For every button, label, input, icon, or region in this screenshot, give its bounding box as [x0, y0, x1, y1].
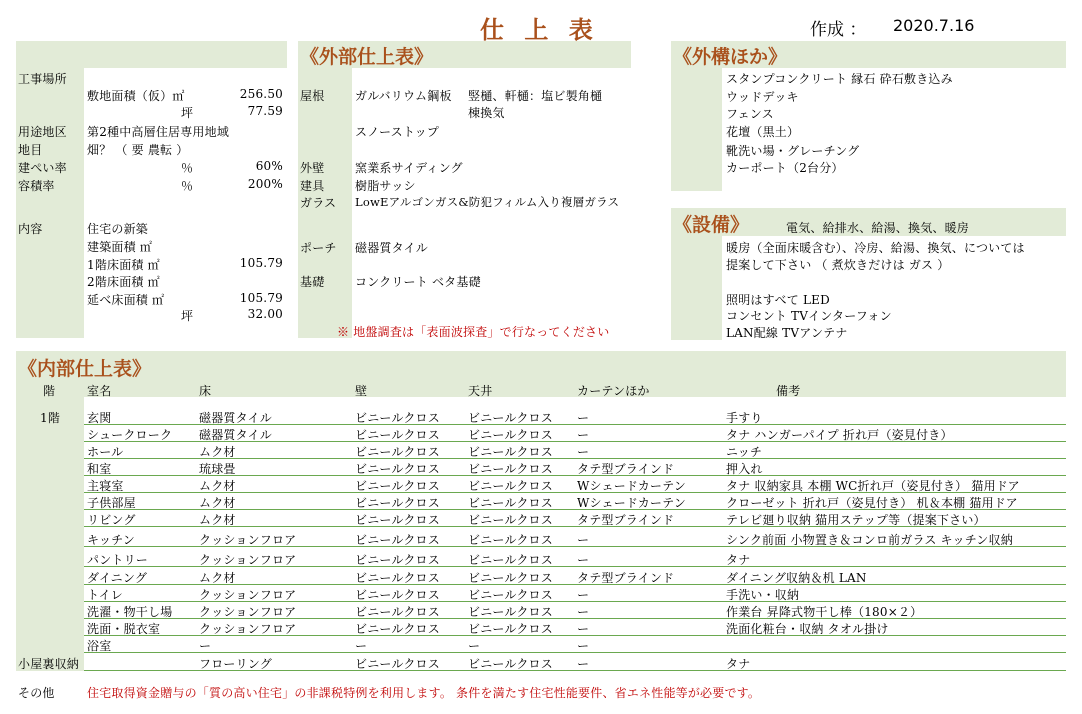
tenjo-cell: ビニールクロス	[468, 496, 553, 510]
gaiko-item: スタンプコンクリート 縁石 砕石敷き込み	[726, 72, 953, 86]
room-cell: 洗濯・物干し場	[87, 605, 173, 619]
curtain-cell: ー	[577, 622, 590, 636]
kiso-label: 基礎	[300, 275, 325, 289]
tenjo-cell: ビニールクロス	[468, 588, 553, 602]
kiso-value: コンクリート ベタ基礎	[355, 275, 481, 289]
yuka-cell: クッションフロア	[199, 588, 297, 602]
exterior-heading: 《外部仕上表》	[300, 46, 434, 68]
tenjo-cell: ビニールクロス	[468, 428, 553, 442]
tenjo-cell: ビニールクロス	[468, 445, 553, 459]
yuka-cell: ムク材	[199, 496, 236, 510]
row-divider	[84, 652, 1066, 653]
glass-label: ガラス	[300, 196, 337, 210]
room-cell: ホール	[87, 445, 124, 459]
yuka-cell: ムク材	[199, 479, 236, 493]
curtain-cell: ー	[577, 639, 590, 653]
site-header-band	[16, 41, 287, 68]
setsubi-line: 照明はすべて LED	[726, 293, 830, 307]
yane-label: 屋根	[300, 89, 325, 103]
biko-cell: 手洗い・収納	[726, 588, 800, 602]
col-header-biko: 備考	[776, 384, 801, 398]
snow-stop: スノーストップ	[355, 125, 440, 139]
interior-heading: 《内部仕上表》	[18, 358, 152, 380]
porch-label: ポーチ	[300, 241, 337, 255]
created-label: 作成 ：	[810, 20, 867, 40]
biko-cell: テレビ廻り収納 猫用ステップ等（提案下さい）	[726, 513, 986, 527]
tenjo-cell: ビニールクロス	[468, 533, 553, 547]
room-cell: パントリー	[87, 553, 149, 567]
biko-cell: シンク前面 小物置き＆コンロ前ガラス キッチン収納	[726, 533, 1013, 547]
gaiheki-value: 窯業系サイディング	[355, 161, 463, 175]
kenpei-value: 60%	[255, 159, 283, 173]
tenjo-cell: ビニールクロス	[468, 571, 553, 585]
glass-value: LowEアルゴンガス&防犯フィルム入り複層ガラス	[355, 195, 620, 209]
tenjo-cell: ビニールクロス	[468, 657, 553, 671]
kabe-cell: ビニールクロス	[355, 428, 440, 442]
biko-cell: 手すり	[726, 411, 763, 425]
porch-value: 磁器質タイル	[355, 241, 428, 255]
curtain-cell: ー	[577, 657, 590, 671]
yoseki-pct: ％	[181, 179, 194, 193]
curtain-cell: ー	[577, 533, 590, 547]
kabe-cell: ビニールクロス	[355, 588, 440, 602]
chimoku-label: 地目	[18, 143, 43, 157]
naiyo-label: 内容	[18, 222, 43, 236]
curtain-cell: タテ型ブラインド	[577, 513, 675, 527]
yane-value: ガルバリウム鋼板	[355, 89, 452, 103]
gaiko-heading: 《外構ほか》	[673, 46, 788, 68]
page-title: 仕 上 表	[480, 16, 599, 44]
room-cell: シュークローク	[87, 428, 173, 442]
created-date: 2020.7.16	[893, 16, 975, 35]
setsubi-heading: 《設備》	[673, 214, 750, 236]
kabe-cell: ビニールクロス	[355, 513, 440, 527]
curtain-cell: ー	[577, 445, 590, 459]
nobe-value: 105.79	[239, 291, 283, 305]
curtain-cell: タテ型ブラインド	[577, 462, 675, 476]
tenjo-cell: ビニールクロス	[468, 605, 553, 619]
curtain-cell: ー	[577, 605, 590, 619]
yuka-cell: クッションフロア	[199, 553, 297, 567]
naiyo-value: 住宅の新築	[87, 222, 149, 236]
setsubi-line: LAN配線 TVアンテナ	[726, 326, 848, 340]
yuka-cell: ムク材	[199, 513, 236, 527]
floor1-value: 105.79	[239, 256, 283, 270]
room-cell: リビング	[87, 513, 136, 527]
yuka-cell: 磁器質タイル	[199, 411, 272, 425]
yane-extra2: 棟換気	[468, 106, 505, 120]
tategu-value: 樹脂サッシ	[355, 179, 416, 193]
interior-header-band	[16, 351, 1066, 397]
youto-label: 用途地区	[18, 125, 67, 139]
room-cell: トイレ	[87, 588, 124, 602]
kabe-cell: ビニールクロス	[355, 533, 440, 547]
gaiheki-label: 外壁	[300, 161, 325, 175]
floor1-label: 1階床面積 ㎡	[87, 258, 160, 272]
interior-floor-column	[16, 397, 84, 671]
tenjo-cell: ー	[468, 639, 481, 653]
area-label: 敷地面積（仮）㎡	[87, 89, 185, 103]
curtain-cell: Wシェードカーテン	[577, 479, 686, 493]
nobe-tsubo-value: 32.00	[247, 307, 283, 321]
biko-cell: タナ	[726, 657, 751, 671]
biko-cell: 押入れ	[726, 462, 763, 476]
setsubi-label-column	[671, 236, 722, 340]
kabe-cell: ビニールクロス	[355, 657, 440, 671]
yuka-cell: ー	[199, 639, 212, 653]
room-cell: 玄関	[87, 411, 112, 425]
floor-cell: 小屋裏収納	[18, 657, 80, 671]
kabe-cell: ビニールクロス	[355, 605, 440, 619]
chimoku-value: 畑？ （ 要 農転 ）	[87, 143, 189, 157]
col-header-kabe: 壁	[355, 384, 368, 398]
jiban-note: ※ 地盤調査は「表面波探査」で行なってください	[337, 325, 610, 339]
room-cell: 主寝室	[87, 479, 124, 493]
curtain-cell: ー	[577, 588, 590, 602]
setsubi-line: コンセント TVインターフォン	[726, 309, 892, 323]
room-cell: 子供部屋	[87, 496, 136, 510]
biko-cell: タナ ハンガーパイプ 折れ戸（姿見付き）	[726, 428, 953, 442]
tenjo-cell: ビニールクロス	[468, 553, 553, 567]
col-header-floor: 階	[43, 384, 56, 398]
curtain-cell: ー	[577, 428, 590, 442]
setsubi-line: 暖房（全面床暖含む）、冷房、給湯、換気、については	[726, 241, 1025, 255]
gaiko-item: 靴洗い場・グレーチング	[726, 144, 860, 158]
col-header-room: 室名	[87, 384, 112, 398]
yuka-cell: フローリング	[199, 657, 272, 671]
gaiko-item: ウッドデッキ	[726, 90, 799, 104]
yuka-cell: 磁器質タイル	[199, 428, 272, 442]
col-header-curtain: カーテンほか	[577, 384, 650, 398]
curtain-cell: タテ型ブラインド	[577, 571, 675, 585]
koji-label: 工事場所	[18, 72, 67, 86]
kenchiku-label: 建築面積 ㎡	[87, 240, 153, 254]
area-tsubo: 77.59	[247, 104, 283, 118]
yuka-cell: ムク材	[199, 571, 236, 585]
yuka-cell: 琉球畳	[199, 462, 236, 476]
nobe-label: 延べ床面積 ㎡	[87, 293, 165, 307]
footer-label: その他	[18, 686, 55, 700]
col-header-tenjo: 天井	[468, 384, 493, 398]
setsubi-line: 提案して下さい （ 煮炊きだけは ガス ）	[726, 258, 950, 272]
youto-value: 第2種中高層住居専用地域	[87, 125, 230, 139]
yuka-cell: クッションフロア	[199, 622, 297, 636]
kabe-cell: ビニールクロス	[355, 622, 440, 636]
room-cell: 和室	[87, 462, 112, 476]
tenjo-cell: ビニールクロス	[468, 411, 553, 425]
site-label-column	[16, 68, 84, 338]
footer-text: 住宅取得資金贈与の「質の高い住宅」の非課税特例を利用します。 条件を満たす住宅性能要件、省エネ性能等が必要です。	[87, 686, 761, 700]
kabe-cell: ビニールクロス	[355, 462, 440, 476]
gaiko-label-column	[671, 68, 722, 191]
tenjo-cell: ビニールクロス	[468, 479, 553, 493]
yoseki-label: 容積率	[18, 179, 55, 193]
floor2-label: 2階床面積 ㎡	[87, 275, 160, 289]
nobe-tsubo-label: 坪	[181, 309, 194, 323]
gaiko-item: フェンス	[726, 107, 774, 121]
kabe-cell: ビニールクロス	[355, 496, 440, 510]
kabe-cell: ビニールクロス	[355, 553, 440, 567]
col-header-yuka: 床	[199, 384, 212, 398]
kabe-cell: ー	[355, 639, 368, 653]
yoseki-value: 200%	[247, 177, 283, 191]
tenjo-cell: ビニールクロス	[468, 622, 553, 636]
kabe-cell: ビニールクロス	[355, 571, 440, 585]
yuka-cell: クッションフロア	[199, 533, 297, 547]
yuka-cell: ムク材	[199, 445, 236, 459]
kabe-cell: ビニールクロス	[355, 445, 440, 459]
biko-cell: タナ 収納家具 本棚 WC折れ戸（姿見付き） 猫用ドア	[726, 479, 1020, 493]
yuka-cell: クッションフロア	[199, 605, 297, 619]
tenjo-cell: ビニールクロス	[468, 513, 553, 527]
biko-cell: タナ	[726, 553, 751, 567]
setsubi-summary: 電気、給排水、給湯、換気、暖房	[786, 221, 970, 235]
gaiko-item: 花壇（黒土）	[726, 125, 800, 139]
biko-cell: 洗面化粧台・収納 タオル掛け	[726, 622, 889, 636]
gaiko-item: カーポート（2台分）	[726, 161, 844, 175]
curtain-cell: Wシェードカーテン	[577, 496, 686, 510]
room-cell: ダイニング	[87, 571, 148, 585]
yane-extra1: 竪樋、軒樋：塩ビ製角樋	[468, 89, 603, 103]
floor-cell: 1階	[40, 411, 61, 425]
biko-cell: ダイニング収納＆机 LAN	[726, 571, 867, 585]
area-m2: 256.50	[239, 87, 283, 101]
biko-cell: 作業台 昇降式物干し棒（180×２）	[726, 605, 923, 619]
curtain-cell: ー	[577, 553, 590, 567]
tsubo-label: 坪	[181, 106, 194, 120]
biko-cell: クローゼット 折れ戸（姿見付き） 机＆本棚 猫用ドア	[726, 496, 1018, 510]
tenjo-cell: ビニールクロス	[468, 462, 553, 476]
kabe-cell: ビニールクロス	[355, 479, 440, 493]
kabe-cell: ビニールクロス	[355, 411, 440, 425]
curtain-cell: ー	[577, 411, 590, 425]
tategu-label: 建具	[300, 179, 325, 193]
kenpei-label: 建ぺい率	[18, 161, 67, 175]
room-cell: 浴室	[87, 639, 112, 653]
kenpei-pct: ％	[181, 161, 194, 175]
biko-cell: ニッチ	[726, 445, 763, 459]
room-cell: 洗面・脱衣室	[87, 622, 161, 636]
room-cell: キッチン	[87, 533, 135, 547]
